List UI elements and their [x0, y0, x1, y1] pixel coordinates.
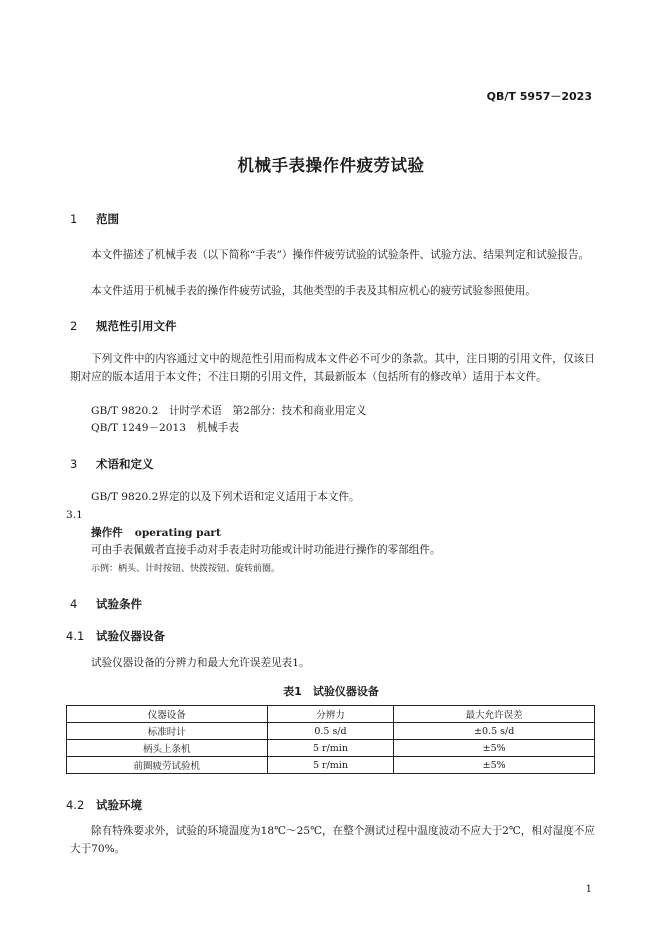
section-2-title: 规范性引用文件 [96, 319, 177, 333]
section-3-heading [70, 456, 154, 472]
table-row [67, 723, 595, 740]
table-row [67, 757, 595, 774]
section-4-number: 4 [70, 597, 78, 611]
section-3-paragraph-1: GB/T 9820.2界定的以及下列术语和定义适用于本文件。 [91, 491, 360, 503]
section-2-heading [70, 318, 177, 334]
section-3-title: 术语和定义 [96, 457, 154, 471]
section-4-2-heading [66, 797, 142, 813]
section-1-paragraph-2: 本文件适用于机械手表的操作件疲劳试验，其他类型的手表及其相应机心的疲劳试验参照使用。 [91, 285, 536, 297]
table-header-cell: 分辨力 [267, 706, 394, 723]
section-4-1-title: 试验仪器设备 [96, 629, 165, 643]
section-2-paragraph-1: 下列文件中的内容通过文中的规范性引用而构成本文件必不可少的条款。其中，注日期的引用文件，仅该日期对应的版本适用于本文件；不注日期的引用文件，其最新版本（包括所有的修改单）适用于本文件。 [70, 353, 595, 383]
section-1-heading [70, 211, 119, 227]
table-cell: 5 r/min [267, 740, 394, 757]
table-cell: 5 r/min [267, 757, 394, 774]
term-definition: 可由手表佩戴者直接手动对手表走时功能或计时功能进行操作的零部组件。 [91, 544, 441, 556]
table-header-row [67, 706, 595, 723]
page-number: 1 [585, 884, 592, 895]
section-4-1-heading [66, 628, 165, 644]
section-4-2-paragraph: 除有特殊要求外，试验的环境温度为18℃～25℃，在整个测试过程中温度波动不应大于2℃，相对湿度不应大于70%。 [70, 825, 595, 855]
table-cell: 0.5 s/d [267, 723, 394, 740]
section-4-title: 试验条件 [96, 597, 142, 611]
table-cell: 标准时计 [67, 723, 268, 740]
section-4-heading [70, 596, 142, 612]
table-header-cell: 最大允许误差 [394, 706, 595, 723]
section-2-number: 2 [70, 319, 78, 333]
standard-number: QB/T 5957－2023 [486, 90, 592, 103]
section-4-1-number: 4.1 [66, 629, 85, 643]
section-4-1-paragraph: 试验仪器设备的分辨力和最大允许误差见表1。 [91, 657, 310, 669]
section-1-paragraph-1: 本文件描述了机械手表（以下简称“手表”）操作件疲劳试验的试验条件、试验方法、结果判定和试验报告。 [91, 249, 590, 261]
table-cell: ±5% [394, 740, 595, 757]
term-example: 示例：柄头、计时按钮、快拨按钮、旋转前圈。 [91, 564, 281, 574]
table-caption: 表1 试验仪器设备 [283, 685, 379, 698]
term-english: operating part [134, 527, 221, 539]
table-cell: 前圈疲劳试验机 [67, 757, 268, 774]
section-3-number: 3 [70, 457, 78, 471]
section-4-2-number: 4.2 [66, 798, 85, 812]
term-heading [91, 524, 221, 542]
term-number: 3.1 [66, 509, 83, 521]
term-chinese: 操作件 [91, 527, 123, 539]
section-1-number: 1 [70, 212, 78, 226]
table-cell: ±0.5 s/d [394, 723, 595, 740]
reference-1: GB/T 9820.2 计时学术语 第2部分：技术和商业用定义 [91, 405, 367, 417]
table-header-cell: 仪器设备 [67, 706, 268, 723]
table-row [67, 740, 595, 757]
document-title: 机械手表操作件疲劳试验 [237, 156, 425, 175]
table-cell: ±5% [394, 757, 595, 774]
equipment-table [66, 705, 595, 774]
section-4-2-title: 试验环境 [96, 798, 142, 812]
table-cell: 柄头上条机 [67, 740, 268, 757]
reference-2: QB/T 1249－2013 机械手表 [91, 422, 239, 434]
section-1-title: 范围 [96, 212, 119, 226]
